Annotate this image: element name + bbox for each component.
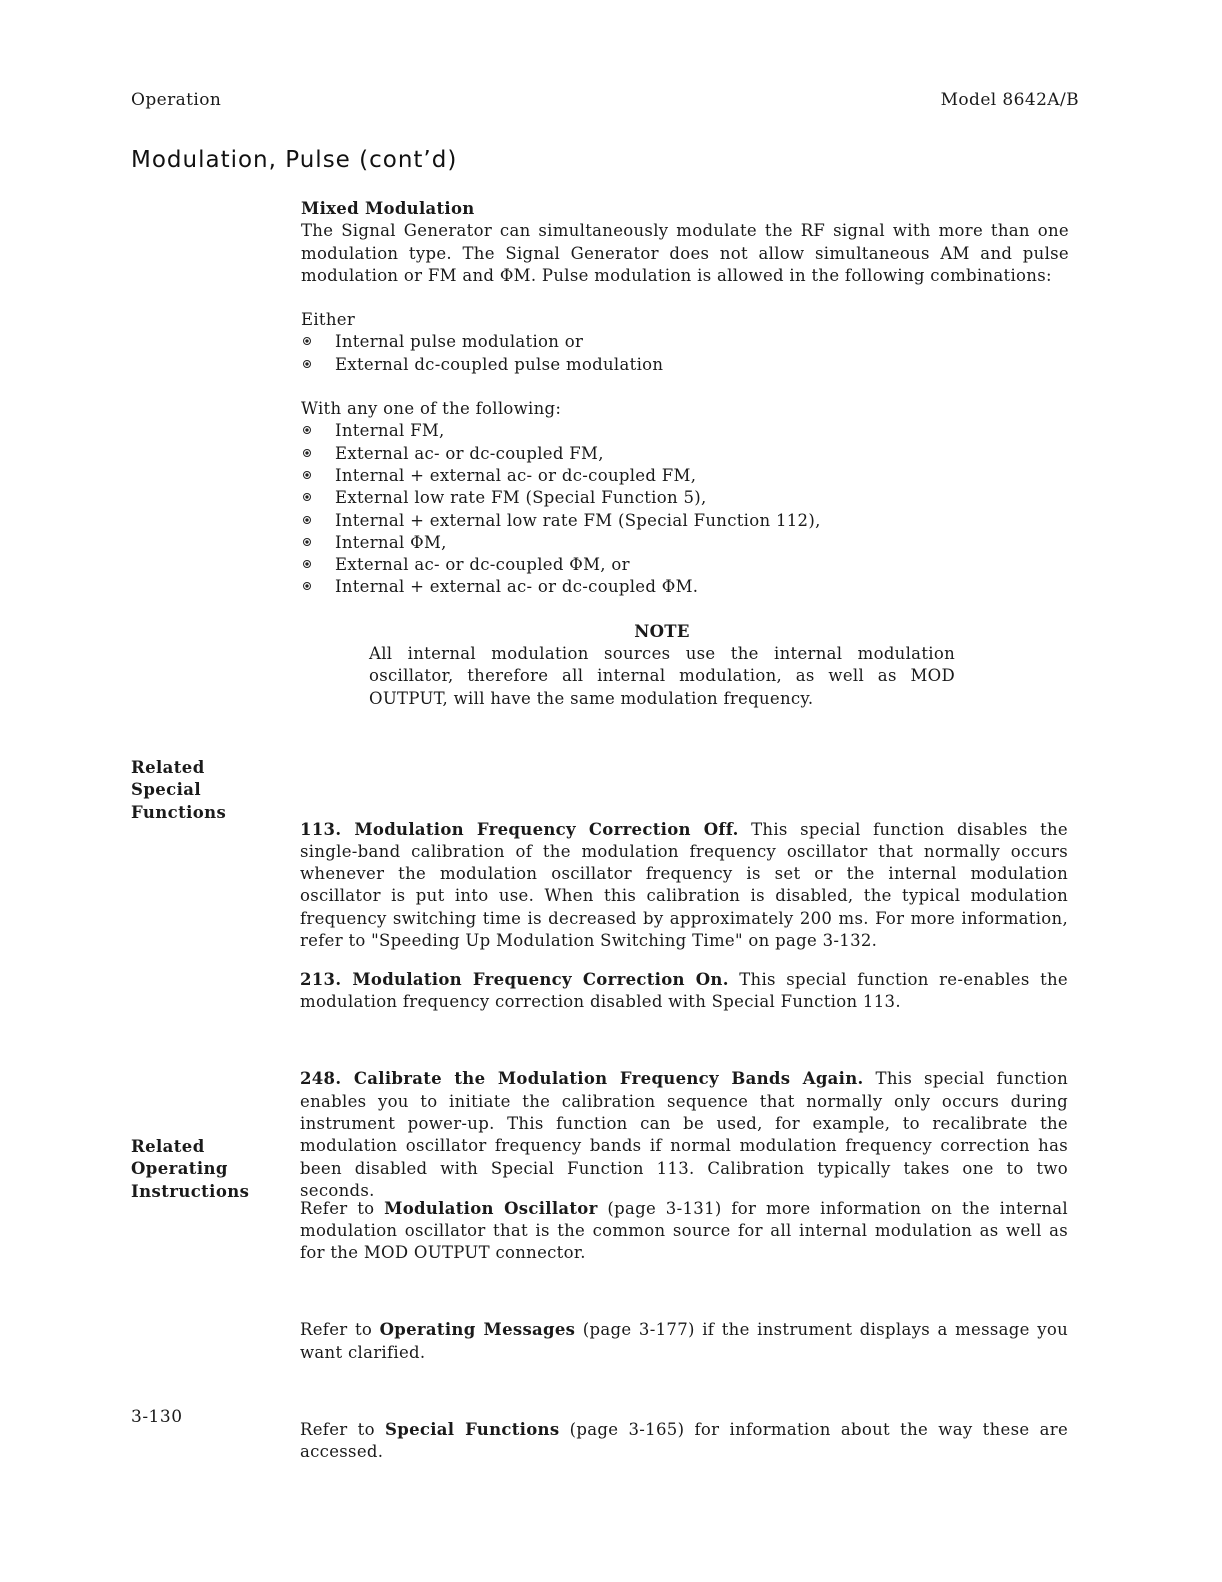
list-item: External low rate FM (Special Function 5), [301, 487, 1069, 509]
mixed-modulation-section [301, 198, 1069, 710]
bullet-icon [303, 449, 311, 457]
list-item: Internal pulse modulation or [301, 331, 1069, 353]
special-function-113: 113. Modulation Frequency Correction Off. This special function disables the single-band calibration of the modulation frequency oscillator that normally occurs whenever the modulation oscillator frequency is set or the internal modulation oscillator is put into use. When this calibration is disabled, the typical modulation frequency switching time is decreased by approximately 200 ms. For more information, refer to "Speeding Up Modulation Switching Time" on page 3-132. [300, 819, 1068, 950]
bullet-icon [303, 426, 311, 434]
page-title: Modulation, Pulse (cont’d) [131, 147, 458, 173]
list-item: Internal FM, [301, 420, 1069, 442]
related-operating-instructions-label: Related Operating Instructions [131, 1137, 250, 1201]
with-label: With any one of the following: [301, 399, 562, 419]
special-function-248: 248. Calibrate the Modulation Frequency Bands Again. This special function enables you to initiate the calibration sequence that normally only occurs during instrument power-up. This function can be used, for example, to recalibrate the modulation oscillator frequency bands if normal modulation frequency correction has been disabled with Special Function 113. Calibration typically takes one to two seconds. [300, 1069, 1068, 1200]
bullet-icon [303, 560, 311, 568]
either-label: Either [301, 310, 356, 330]
mixed-modulation-heading: Mixed Modulation [301, 199, 475, 218]
list-item: External dc-coupled pulse modulation [301, 354, 1069, 376]
list-item: External ac- or dc-coupled ΦM, or [301, 554, 1069, 576]
bullet-icon [303, 538, 311, 546]
note-block [369, 621, 955, 710]
reference-paragraph: Refer to Modulation Oscillator (page 3-131) for more information on the internal modulation oscillator that is the common source for all internal modulation as well as for the MOD OUTPUT connector. [300, 1198, 1068, 1263]
bullet-icon [303, 337, 311, 345]
bullet-icon [303, 360, 311, 368]
with-list [301, 420, 1069, 598]
bullet-icon [303, 582, 311, 590]
list-item: Internal ΦM, [301, 532, 1069, 554]
bullet-icon [303, 516, 311, 524]
special-function-213: 213. Modulation Frequency Correction On. This special function re-enables the modulation frequency correction disabled with Special Function 113. [300, 969, 1068, 1012]
list-item: External ac- or dc-coupled FM, [301, 443, 1069, 465]
note-text: All internal modulation sources use the internal modulation oscillator, therefore all internal modulation, as well as MOD OUTPUT, will have the same modulation frequency. [369, 644, 955, 708]
bullet-icon [303, 493, 311, 501]
list-item: Internal + external low rate FM (Special Function 112), [301, 510, 1069, 532]
related-special-functions-label: Related Special Functions [131, 758, 227, 822]
reference-paragraph: Refer to Operating Messages (page 3-177) if the instrument displays a message you want clarified. [300, 1320, 1068, 1362]
list-item: Internal + external ac- or dc-coupled ΦM. [301, 576, 1069, 598]
header-model-number: Model 8642A/B [940, 90, 1079, 110]
list-item: Internal + external ac- or dc-coupled FM, [301, 465, 1069, 487]
related-operating-instructions-section [300, 1181, 1068, 1480]
header-section-label: Operation [131, 90, 222, 110]
mixed-modulation-intro: The Signal Generator can simultaneously modulate the RF signal with more than one modulation type. The Signal Generator does not allow simultaneous AM and pulse modulation or FM and ΦM. Pulse modulation is allowed in the following combinations: [301, 221, 1069, 285]
note-title: NOTE [634, 621, 690, 641]
related-special-functions-section [300, 802, 1068, 1219]
reference-paragraph: Refer to Special Functions (page 3-165) for information about the way these are accessed. [300, 1419, 1069, 1462]
bullet-icon [303, 471, 311, 479]
either-list [301, 331, 1069, 376]
page-number: 3-130 [131, 1407, 183, 1427]
